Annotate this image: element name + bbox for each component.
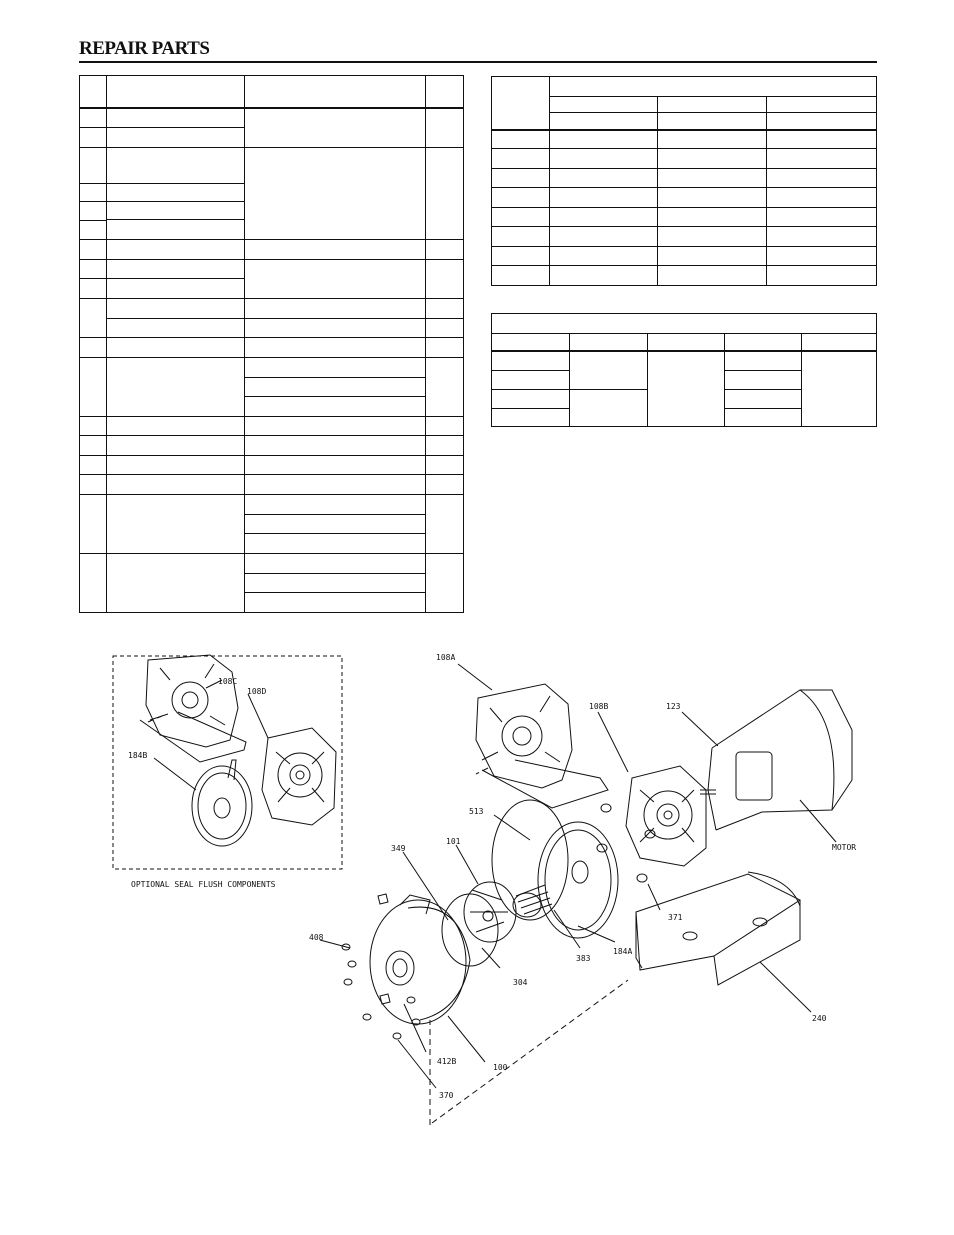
callout-240: 240 <box>812 1014 827 1023</box>
table-row-line <box>80 553 463 554</box>
table-row-line <box>80 220 106 221</box>
optional-components-box <box>113 656 342 869</box>
table-row-line <box>492 389 648 390</box>
table-row-line <box>244 396 425 397</box>
cap-screws-370 <box>342 944 420 1039</box>
table-row-line <box>80 201 106 202</box>
callout-108b: 108B <box>589 702 609 711</box>
plug-412b <box>380 994 390 1004</box>
optional-bracket-108c <box>140 655 246 762</box>
parts-table <box>79 75 464 613</box>
table-row-line <box>80 474 463 475</box>
callout-370: 370 <box>439 1091 454 1100</box>
table-col-line <box>106 76 107 612</box>
table-row-line <box>549 96 876 97</box>
table-row-line <box>244 377 425 378</box>
table-row-line <box>244 573 425 574</box>
table-row-line <box>80 416 463 417</box>
seal-plate-184a <box>538 822 618 938</box>
table-col-line <box>766 96 767 285</box>
optional-seal-plate-184b <box>192 760 252 846</box>
table-row-line <box>492 148 876 149</box>
table-row-line <box>80 494 463 495</box>
callout-108d: 108D <box>247 687 267 696</box>
table-row-line <box>492 265 876 266</box>
table-col-line <box>425 76 426 612</box>
o-ring-513 <box>492 800 568 920</box>
cap-screws-371 <box>597 804 655 882</box>
table-header-rule <box>80 107 463 109</box>
table-row-line <box>549 112 876 113</box>
table-row-line <box>106 219 245 220</box>
table-row-line <box>492 168 876 169</box>
callout-108a: 108A <box>436 653 456 662</box>
adapter-108b <box>626 766 706 866</box>
callout-383: 383 <box>576 954 591 963</box>
table-col-line <box>801 333 802 426</box>
callout-101: 101 <box>446 837 461 846</box>
table-row-line <box>80 127 245 128</box>
callout-304: 304 <box>513 978 528 987</box>
table-col-line <box>549 77 550 285</box>
table-row-line <box>492 246 876 247</box>
table-row-line <box>244 514 425 515</box>
table-row-line <box>80 298 463 299</box>
callout-100: 100 <box>493 1063 508 1072</box>
table-row-line <box>80 239 463 240</box>
drain-plug-408 <box>378 894 388 904</box>
table-row-line <box>80 435 463 436</box>
table-row-line <box>492 333 876 334</box>
table-row-line <box>492 370 570 371</box>
table-col-line <box>724 333 725 426</box>
table-row-line <box>80 147 463 148</box>
table-row-line <box>80 183 106 184</box>
title-rule <box>79 61 877 63</box>
table-row-line <box>492 187 876 188</box>
alignment-line <box>148 716 628 1125</box>
optional-components-caption: OPTIONAL SEAL FLUSH COMPONENTS <box>131 880 276 889</box>
table-row-line <box>724 389 802 390</box>
page-title: REPAIR PARTS <box>79 38 210 59</box>
callout-108c: 108C <box>218 677 238 686</box>
table-row-line <box>724 408 802 409</box>
table-row-line <box>724 370 802 371</box>
seal-table <box>491 313 877 427</box>
callout-motor: MOTOR <box>832 843 857 852</box>
leader-lines <box>154 664 836 1088</box>
table-row-line <box>80 357 463 358</box>
table-col-line <box>647 333 648 426</box>
table-row-line <box>492 207 876 208</box>
table-row-line <box>244 592 425 593</box>
table-row-line <box>106 183 245 184</box>
table-row-line <box>244 533 425 534</box>
table-row-line <box>80 278 245 279</box>
optional-adapter-108d <box>262 728 336 825</box>
table-row-line <box>492 350 876 352</box>
motor-table <box>491 76 877 286</box>
callout-184a: 184A <box>613 947 633 956</box>
callout-412b: 412B <box>437 1057 457 1066</box>
bracket-108a <box>476 684 608 808</box>
callout-513: 513 <box>469 807 484 816</box>
callout-408: 408 <box>309 933 324 942</box>
table-row-line <box>106 201 245 202</box>
table-row-line <box>492 129 876 131</box>
callout-371: 371 <box>668 913 683 922</box>
callout-123: 123 <box>666 702 681 711</box>
table-row-line <box>492 408 570 409</box>
table-col-line <box>657 96 658 285</box>
base-240 <box>636 872 800 985</box>
callout-349: 349 <box>391 844 406 853</box>
table-row-line <box>106 318 463 319</box>
gasket-349 <box>442 894 498 966</box>
casing-100 <box>370 895 470 1024</box>
mechanical-seal-383 <box>513 885 552 917</box>
table-row-line <box>492 226 876 227</box>
table-col-line <box>244 76 245 612</box>
motor-123 <box>700 690 852 830</box>
impeller-101 <box>464 882 516 942</box>
table-row-line <box>80 259 463 260</box>
table-col-line <box>569 333 570 426</box>
callout-184b: 184B <box>128 751 148 760</box>
table-row-line <box>80 455 463 456</box>
table-row-line <box>80 337 463 338</box>
